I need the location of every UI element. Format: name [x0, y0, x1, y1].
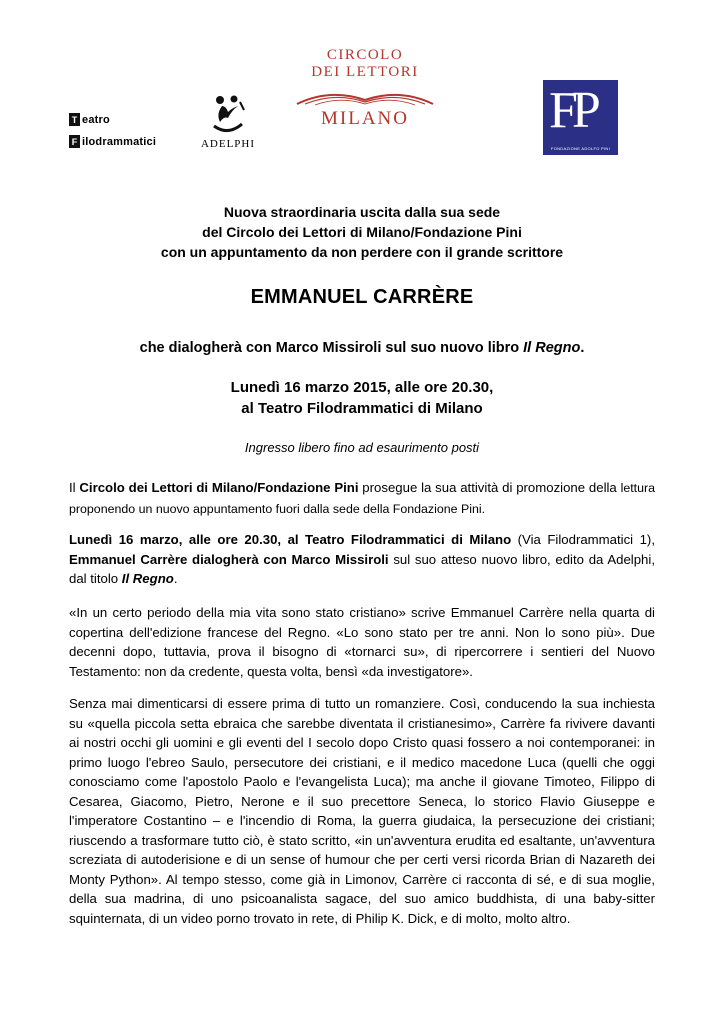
- teatro-logo-line1: eatro: [82, 113, 110, 126]
- paragraph-3: «In un certo periodo della mia vita sono stato cristiano» scrive Emmanuel Carrère nella quarta di copertina dell'edizione francese del Regno. «Lo sono stato per tre anni. Non lo sono più». Due decenni dopo, tuttavia, prova il bisogno di «tornarci su», di ripercorrere i sentieri del Nuovo Testamento: non da credente, questa volta, bensì «da investigatore».: [69, 605, 655, 679]
- p2-f: .: [173, 571, 178, 586]
- intro-line-1: Nuova straordinaria uscita dalla sua sede: [223, 204, 501, 220]
- circolo-logo-city: MILANO: [321, 108, 409, 129]
- paragraph-4: Senza mai dimenticarsi di essere prima di tutto un romanziere. Così, conducendo la sua inchiesta su «quella piccola setta ebraica che sarebbe diventata il cristianesimo», Carrère fa rivivere davanti ai nostri occhi gli uomini e gli eventi del I secolo dopo Cristo quasi fossero a noi contemporanei: in primo luogo l'ebreo Saulo, persecutore dei cristiani, e il medico macedone Luca (quelli che oggi conosciamo come l'apostolo Paolo e l'evangelista Luca); ma anche il giovane Timoteo, Filippo di Cesarea, Giacomo, Pietro, Nerone e il suo precettore Seneca, lo storico Flavio Giuseppe e l'imperatore Costantino – e l'incendio di Roma, la guerra giudaica, la persecuzione dei cristiani; riuscendo a trasformare tutto ciò, è stato scritto, «in un'avventura erudita ed esaltante, un'avventura screziata di autoderisione e di un sense of humour che per certi versi ricorda Brian di Nazareth dei Monty Python». Al tempo stesso, come già in Limonov, Carrère ci racconta di sé, e di sua moglie, della sua madrina, di uno psicoanalista sagace, del suo amico buddhista, di una baby-sitter squinternata, di un video porno trovato in rete, di Philip K. Dick, e di molto, molto altro.: [69, 696, 655, 926]
- page-title: EMMANUEL CARRÈRE: [250, 286, 474, 308]
- p2-e: Il Regno: [121, 571, 174, 586]
- intro-line-2: del Circolo dei Lettori di Milano/Fondazione Pini: [202, 224, 522, 240]
- circolo-logo-line1: CIRCOLO: [326, 47, 404, 63]
- teatro-logo-box-t: T: [69, 113, 80, 126]
- intro-line-3: con un appuntamento da non perdere con il grande scrittore: [160, 244, 564, 260]
- subtitle-text: che dialogherà con Marco Missiroli sul suo nuovo libro: [139, 340, 524, 356]
- p2-b: (Via Filodrammatici 1),: [511, 532, 655, 547]
- intro-heading: [69, 202, 655, 262]
- subtitle-book: Il Regno: [523, 340, 581, 356]
- fondazione-logo-letters: FP: [549, 82, 595, 139]
- p1-a: Il: [69, 480, 80, 495]
- teatro-logo-box-f: F: [69, 135, 80, 148]
- fondazione-pini-logo: [543, 80, 618, 155]
- teatro-logo-line2: ilodrammatici: [82, 135, 157, 148]
- p2-d: sul suo atteso nuovo libro, edito da Adelphi, dal titolo: [69, 551, 655, 586]
- p1-d: lettura proponendo un nuovo appuntamento fuori dalla sede della Fondazione Pini.: [69, 481, 656, 516]
- paragraph-1: [69, 478, 655, 519]
- circolo-logo-line2: DEI LETTORI: [311, 64, 419, 80]
- fondazione-logo-caption: FONDAZIONE ADOLFO PINI: [550, 146, 611, 151]
- p1-b: Circolo dei Lettori di Milano/Fondazione Pini: [79, 480, 359, 495]
- p2-a: Lunedì 16 marzo, alle ore 20.30, al Teatro Filodrammatici di Milano: [69, 532, 512, 547]
- adelphi-name: ADELPHI: [200, 138, 256, 150]
- entry-note: Ingresso libero fino ad esaurimento posti: [244, 440, 480, 455]
- subtitle: [69, 338, 655, 358]
- event-date: [69, 377, 655, 419]
- subtitle-end: .: [580, 340, 585, 356]
- paragraph-2: [69, 530, 655, 589]
- teatro-filodrammatici-logo: [69, 111, 169, 155]
- adelphi-logo: [196, 92, 260, 150]
- open-book-arc-icon: [295, 86, 435, 106]
- p2-c: Emmanuel Carrère dialogherà con Marco Missiroli: [69, 551, 389, 567]
- adelphi-emblem-icon: [208, 92, 248, 136]
- p1-c: prosegue la sua attività di promozione della: [358, 480, 621, 495]
- event-date-line1: Lunedì 16 marzo 2015, alle ore 20.30,: [230, 379, 494, 396]
- circolo-dei-lettori-logo: [295, 47, 435, 130]
- event-date-line2: al Teatro Filodrammatici di Milano: [241, 400, 483, 417]
